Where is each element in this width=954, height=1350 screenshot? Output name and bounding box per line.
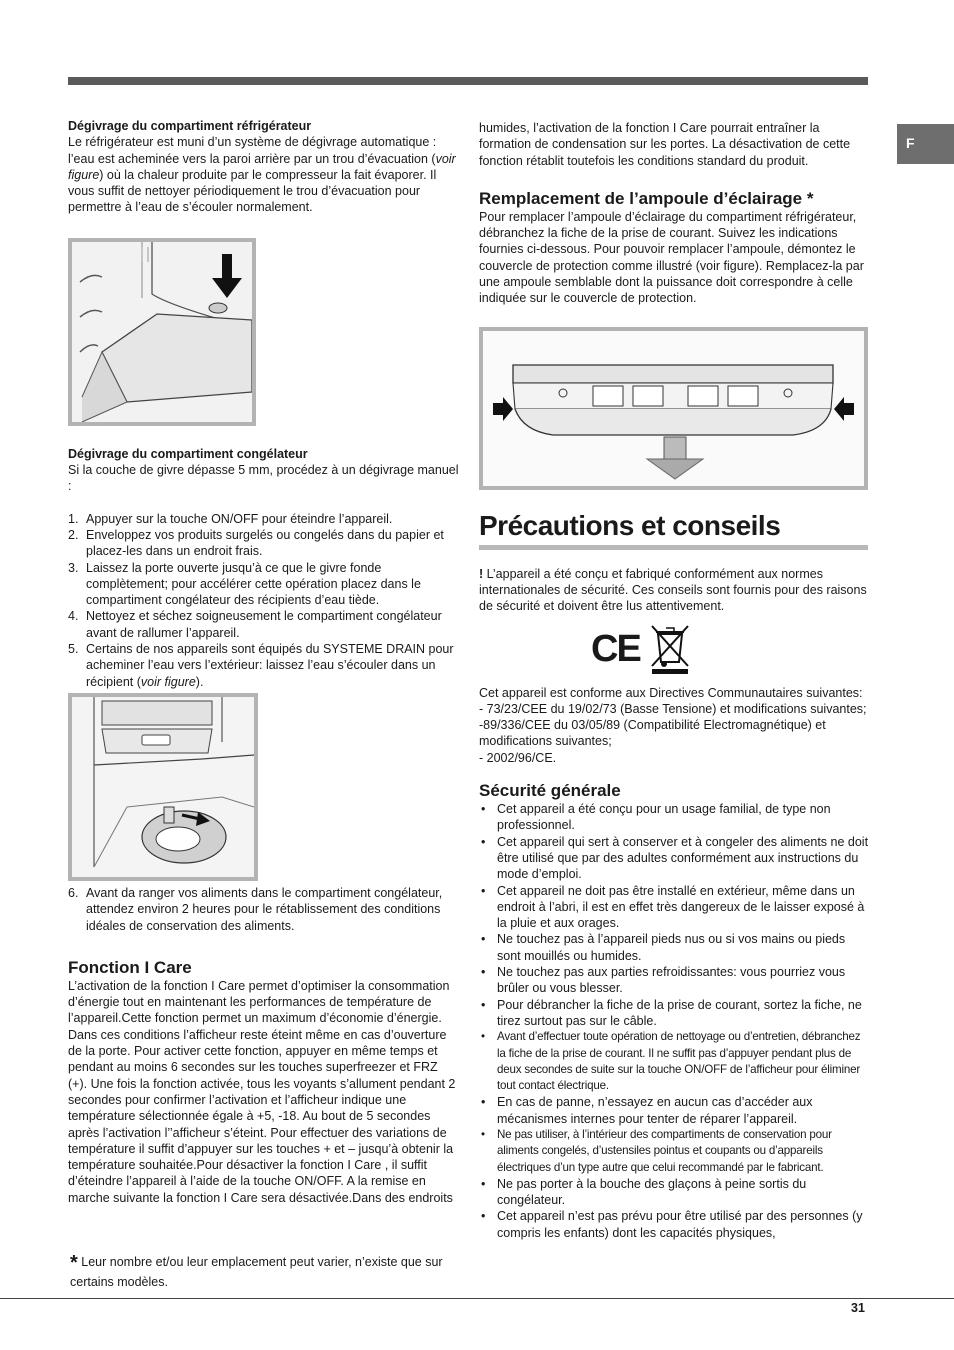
top-rule — [68, 77, 868, 85]
list-item: • Ne pas porter à la bouche des glaçons à peine sortis du congélateur. — [479, 1176, 871, 1209]
fridge-drain-illustration — [72, 242, 252, 422]
ce-mark-logo: CE — [591, 627, 640, 670]
safety-warning: ! L’appareil a été conçu et fabriqué conformément aux normes internationales de sécurité. Ces conseils sont fournis pour des raisons de sécurité et doivent être lus attentivement. — [479, 566, 867, 614]
list-item: 1. Appuyer sur la touche ON/OFF pour éteindre l’appareil. — [68, 511, 393, 526]
list-item: • Cet appareil a été conçu pour un usage familial, de type non professionnel. — [479, 801, 871, 834]
bulb-cover-figure — [479, 327, 868, 490]
list-item: • Ne pas utiliser, à l’intérieur des compartiments de conservation pour aliments congelés, d’ustensiles pointus et coupants ou d’appareils électriques d’un type autre que celui recommandé par le fabricant. — [479, 1127, 871, 1176]
freezer-drain-figure — [68, 693, 258, 881]
left-column — [68, 118, 460, 1206]
directive-line: Cet appareil est conforme aux Directives Communautaires suivantes: — [479, 685, 863, 700]
defrost-fridge-heading: Dégivrage du compartiment réfrigérateur — [68, 119, 312, 133]
safety-list — [479, 801, 871, 1241]
icare-text-continued: humides, l’activation de la fonction I Care pourrait entraîner la formation de condensation sur les portes. La désactivation de cette fonction rétablit toutefois les conditions standard du produit. — [479, 121, 851, 168]
weee-bin-icon — [650, 624, 690, 674]
page-title: Précautions et conseils — [479, 509, 781, 541]
language-tab: F — [897, 124, 954, 164]
list-item: • Ne touchez pas aux parties refroidissantes: vous pourriez vous brûler ou vous blesser. — [479, 964, 871, 997]
directive-line: -89/336/CEE du 03/05/89 (Compatibilité Electromagnétique) et modifications suivantes; — [479, 718, 826, 749]
bulb-heading: Remplacement de l’ampoule d’éclairage * — [479, 188, 814, 208]
list-item: 6. Avant da ranger vos aliments dans le compartiment congélateur, attendez environ 2 heures pour le rétablissement des conditions idéales de conservation des aliments. — [68, 885, 443, 933]
list-item: 2. Enveloppez vos produits surgelés ou congelés dans du papier et placez-les dans un endroit frais. — [68, 527, 444, 559]
general-safety-heading: Sécurité générale — [479, 781, 621, 801]
fridge-drain-figure — [68, 238, 256, 426]
list-item: • Cet appareil qui sert à conserver et à congeler des aliments ne doit être utilisé que par des adultes conformément aux instructions du mode d’emploi. — [479, 834, 871, 883]
freezer-drain-illustration — [72, 697, 254, 877]
defrost-step-6 — [68, 885, 460, 934]
list-item: • Pour débrancher la fiche de la prise de courant, sortez la fiche, ne tirez surtout pas sur le câble. — [479, 997, 871, 1030]
list-item: • Cet appareil ne doit pas être installé en extérieur, même dans un endroit à l’abri, il est en effet très dangereux de le laisser exposé à la pluie et aux orages. — [479, 883, 871, 932]
list-item: 4. Nettoyez et séchez soigneusement le compartiment congélateur avant de rallumer l’appareil. — [68, 609, 442, 640]
list-item: • Ne touchez pas à l’appareil pieds nus ou si vos mains ou pieds sont mouillés ou humides. — [479, 931, 871, 964]
list-item: • En cas de panne, n’essayez en aucun cas d’accéder aux mécanismes internes pour tenter de réparer l’appareil. — [479, 1094, 871, 1127]
compliance-marks — [591, 623, 871, 675]
right-column — [479, 120, 871, 1241]
icare-heading: Fonction I Care — [68, 957, 192, 977]
defrost-freezer-heading: Dégivrage du compartiment congélateur — [68, 446, 308, 461]
list-item: • Avant d’effectuer toute opération de nettoyage ou d’entretien, débranchez la fiche de la prise de courant. Il ne suffit pas d’appuyer pendant plus de deux secondes de suite sur la touche ON/OFF de l’afficheur pour éliminer tout contact électrique. — [479, 1029, 871, 1094]
directive-line: - 73/23/CEE du 19/02/73 (Basse Tensione) et modifications suivantes; — [479, 701, 867, 716]
footnote: * Leur nombre et/ou leur emplacement peut varier, n’existe que sur certains modèles. — [70, 1252, 443, 1289]
defrost-fridge-text: Le réfrigérateur est muni d’un système de dégivrage automatique : l’eau est acheminée vers la paroi arrière par un trou d’évacuation (voir figure) où la chaleur produite par le compresseur la fait évaporer. Il vous suffit de nettoyer périodiquement le trou d’évacuation pour permettre à l’eau de s’écouler normalement. — [68, 135, 456, 215]
icare-text: L’activation de la fonction I Care permet d’optimiser la consommation d’énergie tout en maintenant les performances de température de l’appareil.Cette fonction permet un maximum d’économie d’énergie. Dans ces conditions l’afficheur reste éteint même en cas d’ouverture de la porte. Pour activer cette fonction, appuyer en même temps et pendant au moins 6 secondes sur les touches superfreezer et FRZ (+). Une fois la fonction activée, tous les voyants s’allument pendant 2 secondes pour confirmer l’activation et l’afficheur indique une température sélectionnée égale à +5, -18. Au bout de 5 secondes après l’activation l’’afficheur s’éteint. Pour effectuer des variations de température il suffit d’appuyer sur les touches + et – jusqu’à obtenir la température souhaitée.Pour désactiver la fonction I Care , il suffit d’éteindre l’appareil à l’aide de la touche ON/OFF. A la remise en marche suivante la fonction I Care sera désactivée.Dans des endroits — [68, 978, 456, 1205]
defrost-steps — [68, 511, 460, 690]
directive-line: - 2002/96/CE. — [479, 750, 557, 765]
page-number: 31 — [851, 1301, 865, 1315]
bulb-text: Pour remplacer l’ampoule d’éclairage du compartiment réfrigérateur, débranchez la fiche de la prise de courant. Suivez les indications fournies ci-dessous. Pour pouvoir remplacer l’ampoule, démontez le couvercle de protection comme illustré (voir figure). Remplacez-la par une ampoule semblable dont la puissance doit correspondre à celle indiquée sur le couvercle de protection. — [479, 209, 864, 306]
list-item: 5. Certains de nos appareils sont équipés du SYSTEME DRAIN pour acheminer l’eau vers l’extérieur: laissez l’eau s’écouler dans un récipient (voir figure). — [68, 642, 454, 689]
list-item: 3. Laissez la porte ouverte jusqu’à ce que le givre fonde complètement; pour accélérer cette opération placez dans le compartiment congélateur des récipients d’eau tiède. — [68, 560, 421, 608]
defrost-freezer-intro: Si la couche de givre dépasse 5 mm, procédez à un dégivrage manuel : — [68, 463, 459, 494]
bulb-cover-illustration — [483, 331, 864, 486]
bottom-rule — [0, 1298, 954, 1299]
list-item: • Cet appareil n’est pas prévu pour être utilisé par des personnes (y compris les enfants) dont les capacités physiques, — [479, 1208, 871, 1241]
